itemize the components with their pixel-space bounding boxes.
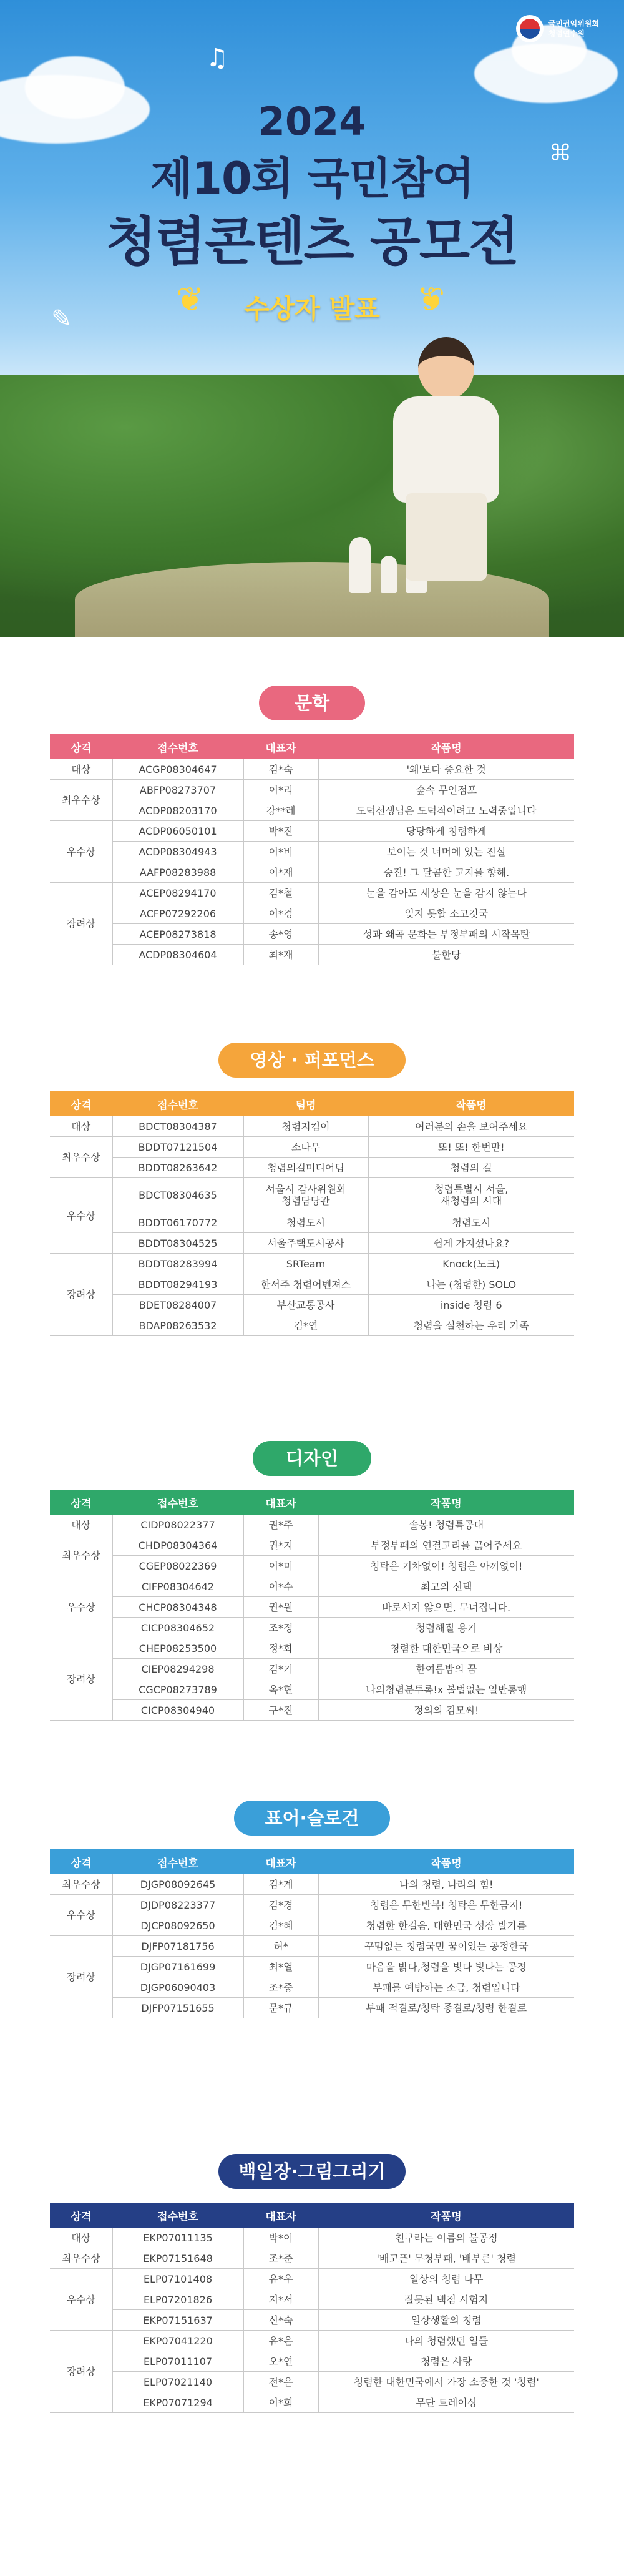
table-row: [50, 1158, 574, 1178]
table-row: [50, 1977, 574, 1998]
author-cell: 조*준: [243, 2248, 318, 2269]
entry-no-cell: BDAP08263532: [112, 1315, 243, 1336]
entry-no-cell: BDCT08304387: [112, 1116, 243, 1137]
work-title-cell: 도덕선생님은 도덕적이려고 노력중입니다: [318, 800, 574, 821]
work-title-cell: 성과 왜곡 문화는 부정부패의 시작목탄: [318, 924, 574, 945]
entry-no-cell: EKP07041220: [112, 2331, 243, 2351]
author-cell: 서울주택도시공사: [243, 1233, 368, 1254]
entry-no-cell: BDDT08283994: [112, 1254, 243, 1274]
work-title-cell: 무단 트레이싱: [318, 2392, 574, 2413]
table-row: [50, 2372, 574, 2392]
org-name-line1: 국민권익위원회: [548, 19, 599, 28]
table-row: [50, 2392, 574, 2413]
table-row: [50, 862, 574, 883]
work-title-cell: 청렴한 한걸음, 대한민국 성장 발가름: [318, 1915, 574, 1936]
rank-cell: 장려상: [50, 2331, 112, 2413]
author-cell: 김*숙: [243, 759, 318, 780]
work-title-cell: 최고의 선택: [318, 1576, 574, 1597]
entry-no-cell: DJGP07161699: [112, 1957, 243, 1977]
table-row: [50, 2351, 574, 2372]
author-cell: 유*은: [243, 2331, 318, 2351]
work-title-cell: inside 청렴 6: [368, 1295, 574, 1315]
table-row: [50, 1998, 574, 2018]
work-title-cell: 청렴은 무한반복! 청탁은 무한금지!: [318, 1895, 574, 1915]
entry-no-cell: BDDT08263642: [112, 1158, 243, 1178]
table-body: [50, 759, 574, 965]
entry-no-cell: CIEP08294298: [112, 1659, 243, 1679]
hero-year: 2024: [258, 99, 366, 144]
work-title-cell: 일상생활의 청렴: [318, 2310, 574, 2331]
entry-no-cell: BDDT08304525: [112, 1233, 243, 1254]
author-cell: 옥*현: [243, 1679, 318, 1700]
author-cell: 청렴도시: [243, 1212, 368, 1233]
table-row: [50, 1212, 574, 1233]
table-row: [50, 1700, 574, 1721]
entry-no-cell: ACDP06050101: [112, 821, 243, 842]
author-cell: 조*중: [243, 1977, 318, 1998]
table-row: [50, 945, 574, 965]
work-title-cell: 꾸밈없는 청렴국민 꿈이있는 공정한국: [318, 1936, 574, 1957]
work-title-cell: 눈을 감아도 세상은 눈을 감지 않는다: [318, 883, 574, 903]
camera-icon: ⌘: [549, 140, 572, 166]
rank-cell: 최우수상: [50, 1874, 112, 1895]
table-row: [50, 1576, 574, 1597]
work-title-cell: 나의청렴분투록!x 볼법없는 일반통행: [318, 1679, 574, 1700]
entry-no-cell: BDDT07121504: [112, 1137, 243, 1158]
author-cell: 김*계: [243, 1874, 318, 1895]
section-title: 영상 · 퍼포먼스: [218, 1043, 406, 1078]
col-representative: 대표자: [243, 734, 318, 759]
table-row: [50, 1895, 574, 1915]
entry-no-cell: CIDP08022377: [112, 1515, 243, 1535]
work-title-cell: 마음을 밝다,청렴을 빛다 빛나는 공정: [318, 1957, 574, 1977]
work-title-cell: 숲속 무인점포: [318, 780, 574, 800]
work-title-cell: 청렴한 대한민국으로 비상: [318, 1638, 574, 1659]
table-row: [50, 2310, 574, 2331]
rank-cell: 최우수상: [50, 1535, 112, 1576]
work-title-cell: 정의의 김모씨!: [318, 1700, 574, 1721]
rank-cell: 장려상: [50, 1254, 112, 1336]
author-cell: 한서주 청렴어벤져스: [243, 1274, 368, 1295]
rank-cell: 장려상: [50, 883, 112, 965]
section-title: 문학: [259, 686, 365, 720]
table-row: [50, 1233, 574, 1254]
author-cell: 권*지: [243, 1535, 318, 1556]
work-title-cell: 또! 또! 한번만!: [368, 1137, 574, 1158]
hero-banner: [0, 0, 624, 637]
entry-no-cell: DJDP08223377: [112, 1895, 243, 1915]
author-cell: 박*이: [243, 2228, 318, 2248]
author-cell: 권*주: [243, 1515, 318, 1535]
col-entry-no: 접수번호: [112, 1091, 243, 1116]
table-row: [50, 1178, 574, 1212]
entry-no-cell: CHCP08304348: [112, 1597, 243, 1618]
entry-no-cell: ELP07021140: [112, 2372, 243, 2392]
author-cell: 최*재: [243, 945, 318, 965]
table-row: [50, 1597, 574, 1618]
author-cell: 지*서: [243, 2289, 318, 2310]
table-row: [50, 1254, 574, 1274]
author-cell: 신*숙: [243, 2310, 318, 2331]
col-representative: 대표자: [243, 1490, 318, 1515]
entry-no-cell: ACDP08203170: [112, 800, 243, 821]
col-work-title: 작품명: [318, 1849, 574, 1874]
author-cell: 부산교통공사: [243, 1295, 368, 1315]
section-video: [0, 1043, 624, 1336]
rank-cell: 우수상: [50, 1895, 112, 1936]
work-title-cell: '왜'보다 중요한 것: [318, 759, 574, 780]
rank-cell: 대상: [50, 1116, 112, 1137]
org-logo: [516, 15, 599, 42]
work-title-cell: 부패 적결로/청탁 종결로/청렴 한결로: [318, 1998, 574, 2018]
winners-table: [50, 2203, 574, 2413]
table-header: [50, 1849, 574, 1874]
author-cell: 이*비: [243, 842, 318, 862]
author-cell: 조*정: [243, 1618, 318, 1638]
entry-no-cell: DJCP08092650: [112, 1915, 243, 1936]
author-cell: 이*수: [243, 1576, 318, 1597]
work-title-cell: 승진! 그 달콤한 고지를 향해.: [318, 862, 574, 883]
work-title-cell: '배고픈' 무청부패, '배부른' 청렴: [318, 2248, 574, 2269]
work-title-cell: 청탁은 기차없이! 청렴은 아끼없이!: [318, 1556, 574, 1576]
entry-no-cell: CGCP08273789: [112, 1679, 243, 1700]
author-cell: 소나무: [243, 1137, 368, 1158]
table-row: [50, 759, 574, 780]
entry-no-cell: ACGP08304647: [112, 759, 243, 780]
table-header: [50, 734, 574, 759]
author-cell: 이*미: [243, 1556, 318, 1576]
entry-no-cell: CICP08304652: [112, 1618, 243, 1638]
running-child: [368, 337, 530, 606]
work-title-cell: 쉽게 가지셨나요?: [368, 1233, 574, 1254]
entry-no-cell: ELP07101408: [112, 2269, 243, 2289]
table-row: [50, 1274, 574, 1295]
work-title-cell: 청렴도시: [368, 1212, 574, 1233]
entry-no-cell: ELP07201826: [112, 2289, 243, 2310]
table-row: [50, 2228, 574, 2248]
author-cell: 전*은: [243, 2372, 318, 2392]
work-title-cell: 청렴은 사랑: [318, 2351, 574, 2372]
work-title-cell: 청렴을 실천하는 우리 가족: [368, 1315, 574, 1336]
hero-title-line2: 청렴콘텐츠 공모전: [105, 211, 519, 272]
entry-no-cell: DJGP08092645: [112, 1874, 243, 1895]
work-title-cell: 불한당: [318, 945, 574, 965]
author-cell: 서울시 감사위원회 청렴담당관: [243, 1178, 368, 1212]
section-title: 디자인: [253, 1441, 371, 1476]
winners-table: [50, 1091, 574, 1336]
entry-no-cell: BDDT06170772: [112, 1212, 243, 1233]
laurel-right-icon: ❦: [417, 280, 446, 319]
laurel-left-icon: ❦: [176, 280, 205, 319]
taegeuk-icon: [516, 15, 544, 42]
author-cell: 강**레: [243, 800, 318, 821]
work-title-cell: 한여름밤의 꿈: [318, 1659, 574, 1679]
rank-cell: 우수상: [50, 2269, 112, 2331]
entry-no-cell: ELP07011107: [112, 2351, 243, 2372]
rank-cell: 최우수상: [50, 1137, 112, 1178]
entry-no-cell: CHDP08304364: [112, 1535, 243, 1556]
table-row: [50, 1936, 574, 1957]
rank-cell: 대상: [50, 759, 112, 780]
table-header: [50, 2203, 574, 2228]
rank-cell: 대상: [50, 2228, 112, 2248]
entry-no-cell: ACEP08294170: [112, 883, 243, 903]
work-title-cell: 청렴특별시 서울, 새청렴의 시대: [368, 1178, 574, 1212]
work-title-cell: 보이는 것 너머에 있는 진실: [318, 842, 574, 862]
work-title-cell: 잊지 못할 소고깃국: [318, 903, 574, 924]
work-title-cell: 솔봉! 청렴특공대: [318, 1515, 574, 1535]
music-note-icon: ♫: [206, 44, 228, 72]
table-body: [50, 1515, 574, 1721]
work-title-cell: 나는 (청렴한) SOLO: [368, 1274, 574, 1295]
pencil-icon: ✎: [51, 305, 72, 333]
hero-subtitle: 수상자 발표: [244, 293, 380, 324]
section-design: [0, 1441, 624, 1721]
col-entry-no: 접수번호: [112, 2203, 243, 2228]
org-name-line2: 청렴연수원: [548, 29, 585, 38]
author-cell: 허*: [243, 1936, 318, 1957]
rank-cell: 대상: [50, 1515, 112, 1535]
author-cell: 이*재: [243, 862, 318, 883]
author-cell: 송*영: [243, 924, 318, 945]
author-cell: 이*리: [243, 780, 318, 800]
work-title-cell: 여러분의 손을 보여주세요: [368, 1116, 574, 1137]
section-literature: [0, 686, 624, 965]
col-rank: 상격: [50, 734, 112, 759]
author-cell: 김*혜: [243, 1915, 318, 1936]
work-title-cell: 청렴의 길: [368, 1158, 574, 1178]
table-body: [50, 1874, 574, 2018]
table-row: [50, 1659, 574, 1679]
author-cell: 김*연: [243, 1315, 368, 1336]
table-row: [50, 1315, 574, 1336]
winners-table: [50, 1849, 574, 2018]
winners-table: [50, 1490, 574, 1721]
entry-no-cell: EKP07151648: [112, 2248, 243, 2269]
entry-no-cell: ABFP08273707: [112, 780, 243, 800]
author-cell: 구*진: [243, 1700, 318, 1721]
entry-no-cell: AAFP08283988: [112, 862, 243, 883]
rank-cell: 우수상: [50, 821, 112, 883]
entry-no-cell: ACDP08304943: [112, 842, 243, 862]
col-team: 팀명: [243, 1091, 368, 1116]
table-row: [50, 1915, 574, 1936]
entry-no-cell: DJFP07151655: [112, 1998, 243, 2018]
table-row: [50, 1957, 574, 1977]
table-row: [50, 780, 574, 800]
author-cell: 이*경: [243, 903, 318, 924]
section-slogan: [0, 1801, 624, 2018]
table-row: [50, 800, 574, 821]
col-work-title: 작품명: [318, 2203, 574, 2228]
col-entry-no: 접수번호: [112, 1490, 243, 1515]
work-title-cell: 친구라는 이름의 불공정: [318, 2228, 574, 2248]
entry-no-cell: DJGP06090403: [112, 1977, 243, 1998]
author-cell: 최*열: [243, 1957, 318, 1977]
work-title-cell: 청렴해질 용기: [318, 1618, 574, 1638]
section-drawing: [0, 2154, 624, 2413]
table-row: [50, 1679, 574, 1700]
col-entry-no: 접수번호: [112, 1849, 243, 1874]
entry-no-cell: DJFP07181756: [112, 1936, 243, 1957]
table-row: [50, 1874, 574, 1895]
table-row: [50, 2269, 574, 2289]
author-cell: 박*진: [243, 821, 318, 842]
col-work-title: 작품명: [318, 1490, 574, 1515]
table-row: [50, 1137, 574, 1158]
entry-no-cell: EKP07151637: [112, 2310, 243, 2331]
table-row: [50, 1295, 574, 1315]
work-title-cell: 바로서지 않으면, 무너집니다.: [318, 1597, 574, 1618]
work-title-cell: 당당하게 청렴하게: [318, 821, 574, 842]
table-row: [50, 1515, 574, 1535]
section-title: 백일장·그림그리기: [218, 2154, 406, 2189]
author-cell: SRTeam: [243, 1254, 368, 1274]
table-row: [50, 1618, 574, 1638]
author-cell: 김*기: [243, 1659, 318, 1679]
table-row: [50, 1535, 574, 1556]
rank-cell: 최우수상: [50, 2248, 112, 2269]
author-cell: 정*화: [243, 1638, 318, 1659]
table-row: [50, 821, 574, 842]
work-title-cell: 나의 청렴, 나라의 힘!: [318, 1874, 574, 1895]
entry-no-cell: BDET08284007: [112, 1295, 243, 1315]
section-title: 표어·슬로건: [234, 1801, 390, 1836]
author-cell: 청렴지킴이: [243, 1116, 368, 1137]
author-cell: 유*우: [243, 2269, 318, 2289]
table-row: [50, 1116, 574, 1137]
work-title-cell: 나의 청렴했던 일들: [318, 2331, 574, 2351]
work-title-cell: 부패를 예방하는 소금, 청렴입니다: [318, 1977, 574, 1998]
winners-table: [50, 734, 574, 965]
table-row: [50, 1638, 574, 1659]
entry-no-cell: BDCT08304635: [112, 1178, 243, 1212]
work-title-cell: 잘못된 백점 시험지: [318, 2289, 574, 2310]
entry-no-cell: CICP08304940: [112, 1700, 243, 1721]
col-rank: 상격: [50, 1091, 112, 1116]
work-title-cell: 부정부패의 연결고리를 끊어주세요: [318, 1535, 574, 1556]
work-title-cell: 일상의 청렴 나무: [318, 2269, 574, 2289]
entry-no-cell: CHEP08253500: [112, 1638, 243, 1659]
table-header: [50, 1091, 574, 1116]
col-work-title: 작품명: [318, 734, 574, 759]
author-cell: 문*규: [243, 1998, 318, 2018]
col-rank: 상격: [50, 1849, 112, 1874]
author-cell: 이*희: [243, 2392, 318, 2413]
table-row: [50, 2331, 574, 2351]
author-cell: 오*연: [243, 2351, 318, 2372]
col-rank: 상격: [50, 2203, 112, 2228]
author-cell: 김*경: [243, 1895, 318, 1915]
table-row: [50, 903, 574, 924]
table-body: [50, 2228, 574, 2413]
col-representative: 대표자: [243, 1849, 318, 1874]
table-row: [50, 2248, 574, 2269]
rank-cell: 최우수상: [50, 780, 112, 821]
author-cell: 김*철: [243, 883, 318, 903]
table-header: [50, 1490, 574, 1515]
rank-cell: 장려상: [50, 1936, 112, 2018]
entry-no-cell: ACFP07292206: [112, 903, 243, 924]
rank-cell: 장려상: [50, 1638, 112, 1721]
rank-cell: 우수상: [50, 1576, 112, 1638]
col-work-title: 작품명: [368, 1091, 574, 1116]
hero-title-line1: 제10회 국민참여: [150, 153, 474, 204]
author-cell: 권*원: [243, 1597, 318, 1618]
entry-no-cell: ACEP08273818: [112, 924, 243, 945]
table-row: [50, 842, 574, 862]
table-row: [50, 1556, 574, 1576]
col-rank: 상격: [50, 1490, 112, 1515]
entry-no-cell: CIFP08304642: [112, 1576, 243, 1597]
entry-no-cell: BDDT08294193: [112, 1274, 243, 1295]
rank-cell: 우수상: [50, 1178, 112, 1254]
entry-no-cell: ACDP08304604: [112, 945, 243, 965]
entry-no-cell: EKP07011135: [112, 2228, 243, 2248]
table-row: [50, 2289, 574, 2310]
author-cell: 청렴의길미디어팀: [243, 1158, 368, 1178]
work-title-cell: 청렴한 대한민국에서 가장 소중한 것 '청렴': [318, 2372, 574, 2392]
entry-no-cell: EKP07071294: [112, 2392, 243, 2413]
table-row: [50, 924, 574, 945]
table-row: [50, 883, 574, 903]
work-title-cell: Knock(노크): [368, 1254, 574, 1274]
entry-no-cell: CGEP08022369: [112, 1556, 243, 1576]
col-representative: 대표자: [243, 2203, 318, 2228]
table-body: [50, 1116, 574, 1336]
col-entry-no: 접수번호: [112, 734, 243, 759]
